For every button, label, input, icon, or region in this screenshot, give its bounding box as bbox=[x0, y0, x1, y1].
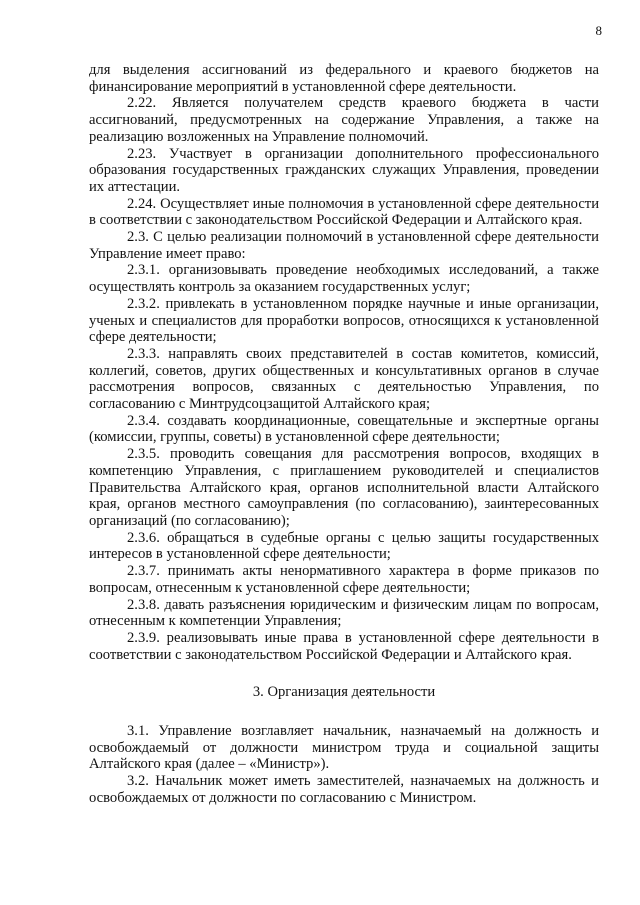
paragraph-2-23: 2.23. Участвует в организации дополнительного профессионального образования государственных гражданских служащих Управления, проведении их аттестации. bbox=[89, 145, 599, 195]
document-body bbox=[89, 62, 599, 807]
paragraph-2-3-5: 2.3.5. проводить совещания для рассмотрения вопросов, входящих в компетенцию Управления, с приглашением руководителей и специалистов Правительства Алтайского края, органов исполнительной власти Алтайского края, органов местного самоуправления (по согласованию), заинтересованных организаций (по согласованию); bbox=[89, 446, 599, 529]
page-number: 8 bbox=[595, 23, 602, 38]
paragraph-2-3-3: 2.3.3. направлять своих представителей в состав комитетов, комиссий, коллегий, советов, других общественных и консультативных органов в случае рассмотрения вопросов, связанных с деятельностью Управления, по согласованию с Минтрудсоцзащитой Алтайского края; bbox=[89, 345, 599, 413]
paragraph-2-22: 2.22. Является получателем средств краевого бюджета в части ассигнований, предусмотренных на содержание Управления, а также на реализацию возложенных на Управление полномочий. bbox=[89, 95, 599, 145]
paragraph-2-3-2: 2.3.2. привлекать в установленном порядке научные и иные организации, ученых и специалистов для проработки вопросов, относящихся к установленной сфере деятельности; bbox=[89, 295, 599, 346]
paragraph-2-3-1: 2.3.1. организовывать проведение необходимых исследований, а также осуществлять контроль за оказанием государственных услуг; bbox=[89, 262, 599, 296]
paragraph-2-24: 2.24. Осуществляет иные полномочия в установленной сфере деятельности в соответствии с законодательством Российской Федерации и Алтайского края. bbox=[89, 195, 599, 229]
paragraph-2-3-9: 2.3.9. реализовывать иные права в установленной сфере деятельности в соответствии с законодательством Российской Федерации и Алтайского края. bbox=[89, 629, 599, 663]
paragraph-3-1: 3.1. Управление возглавляет начальник, назначаемый на должность и освобождаемый от должности министром труда и социальной защиты Алтайского края (далее – «Министр»). bbox=[89, 723, 599, 773]
paragraph-2-3-7: 2.3.7. принимать акты ненормативного характера в форме приказов по вопросам, отнесенным к установленной сфере деятельности; bbox=[89, 563, 599, 596]
paragraph-2-3-8: 2.3.8. давать разъяснения юридическим и физическим лицам по вопросам, отнесенным к компетенции Управления; bbox=[89, 596, 599, 630]
paragraph-continuation: для выделения ассигнований из федерального и краевого бюджетов на финансирование мероприятий в установленной сфере деятельности. bbox=[89, 62, 599, 95]
paragraph-2-3: 2.3. С целью реализации полномочий в установленной сфере деятельности Управление имеет право: bbox=[89, 229, 599, 262]
paragraph-2-3-4: 2.3.4. создавать координационные, совещательные и экспертные органы (комиссии, группы, советы) в установленной сфере деятельности; bbox=[89, 412, 599, 446]
paragraph-2-3-6: 2.3.6. обращаться в судебные органы с целью защиты государственных интересов в установленной сфере деятельности; bbox=[89, 529, 599, 563]
paragraph-3-2: 3.2. Начальник может иметь заместителей, назначаемых на должность и освобождаемых от должности по согласованию с Министром. bbox=[89, 773, 599, 806]
section-heading: 3. Организация деятельности bbox=[252, 684, 436, 701]
